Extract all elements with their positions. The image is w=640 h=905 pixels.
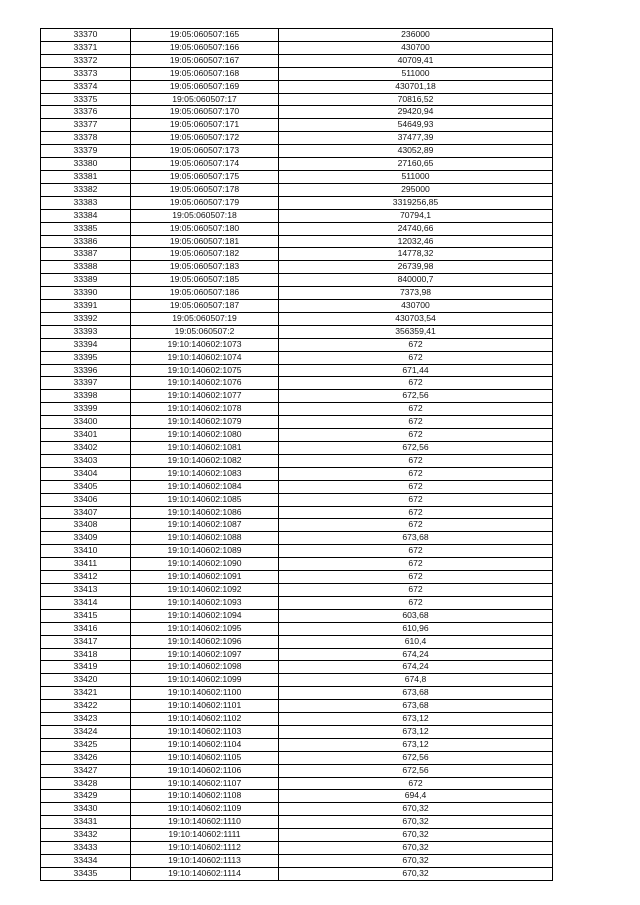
cadastral-number-cell: 19:10:140602:1097 [131,648,279,661]
value-cell: 840000,7 [279,274,553,287]
table-row [41,106,553,119]
row-number-cell: 33412 [41,571,131,584]
value-cell: 694,4 [279,790,553,803]
row-number-cell: 33414 [41,596,131,609]
row-number-cell: 33428 [41,777,131,790]
cadastral-number-cell: 19:10:140602:1089 [131,545,279,558]
table-row [41,209,553,222]
value-cell: 236000 [279,29,553,42]
table-row [41,596,553,609]
table-row [41,416,553,429]
row-number-cell: 33393 [41,325,131,338]
table-row [41,170,553,183]
cadastral-number-cell: 19:05:060507:167 [131,54,279,67]
table-row [41,583,553,596]
row-number-cell: 33394 [41,338,131,351]
table-row [41,93,553,106]
cadastral-number-cell: 19:05:060507:165 [131,29,279,42]
cadastral-number-cell: 19:10:140602:1079 [131,416,279,429]
value-cell: 3319256,85 [279,196,553,209]
value-cell: 672 [279,519,553,532]
table-row [41,519,553,532]
row-number-cell: 33416 [41,622,131,635]
table-row [41,351,553,364]
table-row [41,506,553,519]
value-cell: 610,96 [279,622,553,635]
value-cell: 673,68 [279,687,553,700]
table-row [41,261,553,274]
cadastral-number-cell: 19:10:140602:1106 [131,764,279,777]
cadastral-number-cell: 19:10:140602:1088 [131,532,279,545]
row-number-cell: 33375 [41,93,131,106]
value-cell: 24740,66 [279,222,553,235]
cadastral-number-cell: 19:10:140602:1076 [131,377,279,390]
table-row [41,842,553,855]
value-cell: 356359,41 [279,325,553,338]
cadastral-number-cell: 19:10:140602:1103 [131,725,279,738]
value-cell: 674,24 [279,661,553,674]
row-number-cell: 33370 [41,29,131,42]
table-row [41,41,553,54]
row-number-cell: 33419 [41,661,131,674]
cadastral-number-cell: 19:05:060507:181 [131,235,279,248]
value-cell: 672 [279,545,553,558]
value-cell: 40709,41 [279,54,553,67]
row-number-cell: 33389 [41,274,131,287]
value-cell: 672 [279,493,553,506]
row-number-cell: 33420 [41,674,131,687]
cadastral-number-cell: 19:10:140602:1105 [131,751,279,764]
table-row [41,661,553,674]
row-number-cell: 33378 [41,132,131,145]
row-number-cell: 33400 [41,416,131,429]
cadastral-number-cell: 19:10:140602:1084 [131,480,279,493]
cadastral-number-cell: 19:10:140602:1096 [131,635,279,648]
row-number-cell: 33391 [41,300,131,313]
row-number-cell: 33415 [41,609,131,622]
table-row [41,364,553,377]
row-number-cell: 33396 [41,364,131,377]
value-cell: 672 [279,377,553,390]
value-cell: 43052,89 [279,145,553,158]
cadastral-number-cell: 19:10:140602:1095 [131,622,279,635]
value-cell: 672,56 [279,442,553,455]
value-cell: 670,32 [279,803,553,816]
table-row [41,248,553,261]
row-number-cell: 33388 [41,261,131,274]
value-cell: 671,44 [279,364,553,377]
value-cell: 670,32 [279,867,553,880]
value-cell: 672 [279,351,553,364]
value-cell: 672 [279,403,553,416]
value-cell: 673,12 [279,738,553,751]
row-number-cell: 33406 [41,493,131,506]
cadastral-number-cell: 19:10:140602:1077 [131,390,279,403]
cadastral-number-cell: 19:10:140602:1092 [131,583,279,596]
row-number-cell: 33384 [41,209,131,222]
row-number-cell: 33386 [41,235,131,248]
value-cell: 672 [279,571,553,584]
value-cell: 295000 [279,183,553,196]
value-cell: 672 [279,506,553,519]
cadastral-number-cell: 19:10:140602:1081 [131,442,279,455]
table-row [41,687,553,700]
table-row [41,54,553,67]
cadastral-number-cell: 19:05:060507:170 [131,106,279,119]
table-row [41,158,553,171]
cadastral-number-cell: 19:10:140602:1099 [131,674,279,687]
table-row [41,622,553,635]
row-number-cell: 33423 [41,713,131,726]
table-row [41,338,553,351]
row-number-cell: 33413 [41,583,131,596]
cadastral-number-cell: 19:10:140602:1082 [131,454,279,467]
table-row [41,403,553,416]
table-row [41,80,553,93]
row-number-cell: 33377 [41,119,131,132]
row-number-cell: 33426 [41,751,131,764]
table-row [41,635,553,648]
cadastral-number-cell: 19:05:060507:178 [131,183,279,196]
row-number-cell: 33408 [41,519,131,532]
value-cell: 14778,32 [279,248,553,261]
value-cell: 670,32 [279,829,553,842]
row-number-cell: 33387 [41,248,131,261]
cadastral-number-cell: 19:10:140602:1083 [131,467,279,480]
table-row [41,713,553,726]
cadastral-number-cell: 19:10:140602:1075 [131,364,279,377]
cadastral-number-cell: 19:05:060507:2 [131,325,279,338]
table-row [41,764,553,777]
value-cell: 672 [279,429,553,442]
value-cell: 670,32 [279,842,553,855]
table-row [41,132,553,145]
value-cell: 672,56 [279,751,553,764]
row-number-cell: 33422 [41,700,131,713]
value-cell: 54649,93 [279,119,553,132]
table-row [41,29,553,42]
cadastral-number-cell: 19:05:060507:18 [131,209,279,222]
value-cell: 674,24 [279,648,553,661]
row-number-cell: 33409 [41,532,131,545]
row-number-cell: 33395 [41,351,131,364]
cadastral-number-cell: 19:10:140602:1086 [131,506,279,519]
table-row [41,377,553,390]
value-cell: 7373,98 [279,287,553,300]
table-row [41,545,553,558]
table-row [41,67,553,80]
cadastral-number-cell: 19:05:060507:171 [131,119,279,132]
table-row [41,790,553,803]
value-cell: 670,32 [279,855,553,868]
row-number-cell: 33397 [41,377,131,390]
value-cell: 672,56 [279,764,553,777]
row-number-cell: 33430 [41,803,131,816]
row-number-cell: 33372 [41,54,131,67]
row-number-cell: 33379 [41,145,131,158]
table-row [41,571,553,584]
value-cell: 29420,94 [279,106,553,119]
row-number-cell: 33382 [41,183,131,196]
cadastral-number-cell: 19:05:060507:182 [131,248,279,261]
value-cell: 430700 [279,41,553,54]
table-row [41,829,553,842]
table-row [41,235,553,248]
value-cell: 70794,1 [279,209,553,222]
cadastral-number-cell: 19:10:140602:1098 [131,661,279,674]
cadastral-number-cell: 19:10:140602:1114 [131,867,279,880]
table-row [41,274,553,287]
cadastral-number-cell: 19:05:060507:17 [131,93,279,106]
value-cell: 511000 [279,170,553,183]
table-row [41,674,553,687]
table-row [41,429,553,442]
value-cell: 672 [279,558,553,571]
row-number-cell: 33392 [41,312,131,325]
value-cell: 37477,39 [279,132,553,145]
value-cell: 673,12 [279,725,553,738]
value-cell: 27160,65 [279,158,553,171]
value-cell: 430701,18 [279,80,553,93]
row-number-cell: 33380 [41,158,131,171]
cadastral-number-cell: 19:05:060507:19 [131,312,279,325]
row-number-cell: 33431 [41,816,131,829]
cadastral-number-cell: 19:10:140602:1101 [131,700,279,713]
row-number-cell: 33434 [41,855,131,868]
table-row [41,300,553,313]
value-cell: 672 [279,338,553,351]
table-row [41,855,553,868]
value-cell: 430703,54 [279,312,553,325]
table-row [41,325,553,338]
table-row [41,648,553,661]
value-cell: 673,68 [279,532,553,545]
value-cell: 674,8 [279,674,553,687]
cadastral-number-cell: 19:05:060507:172 [131,132,279,145]
row-number-cell: 33410 [41,545,131,558]
cadastral-number-cell: 19:10:140602:1110 [131,816,279,829]
table-row [41,609,553,622]
table-row [41,183,553,196]
row-number-cell: 33407 [41,506,131,519]
table-row [41,867,553,880]
cadastral-number-cell: 19:10:140602:1112 [131,842,279,855]
row-number-cell: 33405 [41,480,131,493]
table-row [41,751,553,764]
cadastral-number-cell: 19:05:060507:187 [131,300,279,313]
document-page [40,28,552,881]
value-cell: 672 [279,596,553,609]
row-number-cell: 33403 [41,454,131,467]
table-row [41,442,553,455]
value-cell: 672 [279,467,553,480]
cadastral-number-cell: 19:05:060507:169 [131,80,279,93]
table-row [41,222,553,235]
cadastral-number-cell: 19:10:140602:1093 [131,596,279,609]
value-cell: 12032,46 [279,235,553,248]
cadastral-number-cell: 19:10:140602:1113 [131,855,279,868]
row-number-cell: 33425 [41,738,131,751]
cadastral-number-cell: 19:10:140602:1080 [131,429,279,442]
cadastral-number-cell: 19:05:060507:168 [131,67,279,80]
value-cell: 672 [279,480,553,493]
cadastral-number-cell: 19:10:140602:1094 [131,609,279,622]
row-number-cell: 33371 [41,41,131,54]
value-cell: 610,4 [279,635,553,648]
value-cell: 670,32 [279,816,553,829]
data-table [40,28,553,881]
cadastral-number-cell: 19:05:060507:183 [131,261,279,274]
value-cell: 673,68 [279,700,553,713]
cadastral-number-cell: 19:10:140602:1107 [131,777,279,790]
row-number-cell: 33374 [41,80,131,93]
cadastral-number-cell: 19:10:140602:1111 [131,829,279,842]
cadastral-number-cell: 19:10:140602:1073 [131,338,279,351]
row-number-cell: 33417 [41,635,131,648]
row-number-cell: 33402 [41,442,131,455]
row-number-cell: 33376 [41,106,131,119]
table-row [41,532,553,545]
row-number-cell: 33404 [41,467,131,480]
value-cell: 672 [279,583,553,596]
row-number-cell: 33432 [41,829,131,842]
table-row [41,390,553,403]
table-row [41,558,553,571]
value-cell: 672 [279,777,553,790]
value-cell: 70816,52 [279,93,553,106]
cadastral-number-cell: 19:10:140602:1078 [131,403,279,416]
value-cell: 603,68 [279,609,553,622]
cadastral-number-cell: 19:05:060507:186 [131,287,279,300]
cadastral-number-cell: 19:10:140602:1100 [131,687,279,700]
row-number-cell: 33427 [41,764,131,777]
table-row [41,467,553,480]
cadastral-number-cell: 19:05:060507:185 [131,274,279,287]
row-number-cell: 33411 [41,558,131,571]
row-number-cell: 33433 [41,842,131,855]
cadastral-number-cell: 19:05:060507:166 [131,41,279,54]
value-cell: 672 [279,454,553,467]
row-number-cell: 33421 [41,687,131,700]
cadastral-number-cell: 19:10:140602:1091 [131,571,279,584]
value-cell: 672,56 [279,390,553,403]
row-number-cell: 33385 [41,222,131,235]
row-number-cell: 33418 [41,648,131,661]
cadastral-number-cell: 19:10:140602:1104 [131,738,279,751]
cadastral-number-cell: 19:05:060507:173 [131,145,279,158]
row-number-cell: 33424 [41,725,131,738]
table-row [41,777,553,790]
table-row [41,312,553,325]
table-row [41,145,553,158]
row-number-cell: 33373 [41,67,131,80]
table-row [41,493,553,506]
row-number-cell: 33390 [41,287,131,300]
table-row [41,454,553,467]
table-row [41,816,553,829]
cadastral-number-cell: 19:05:060507:175 [131,170,279,183]
row-number-cell: 33399 [41,403,131,416]
cadastral-number-cell: 19:05:060507:174 [131,158,279,171]
value-cell: 430700 [279,300,553,313]
cadastral-number-cell: 19:10:140602:1085 [131,493,279,506]
row-number-cell: 33383 [41,196,131,209]
cadastral-number-cell: 19:10:140602:1108 [131,790,279,803]
row-number-cell: 33429 [41,790,131,803]
cadastral-number-cell: 19:10:140602:1090 [131,558,279,571]
table-row [41,480,553,493]
table-row [41,700,553,713]
value-cell: 672 [279,416,553,429]
cadastral-number-cell: 19:10:140602:1102 [131,713,279,726]
table-row [41,738,553,751]
table-row [41,287,553,300]
table-row [41,725,553,738]
row-number-cell: 33398 [41,390,131,403]
table-row [41,119,553,132]
row-number-cell: 33381 [41,170,131,183]
cadastral-number-cell: 19:10:140602:1109 [131,803,279,816]
row-number-cell: 33401 [41,429,131,442]
cadastral-number-cell: 19:05:060507:180 [131,222,279,235]
table-row [41,196,553,209]
value-cell: 673,12 [279,713,553,726]
cadastral-number-cell: 19:05:060507:179 [131,196,279,209]
row-number-cell: 33435 [41,867,131,880]
table-body [41,29,553,881]
value-cell: 511000 [279,67,553,80]
cadastral-number-cell: 19:10:140602:1074 [131,351,279,364]
table-row [41,803,553,816]
value-cell: 26739,98 [279,261,553,274]
cadastral-number-cell: 19:10:140602:1087 [131,519,279,532]
